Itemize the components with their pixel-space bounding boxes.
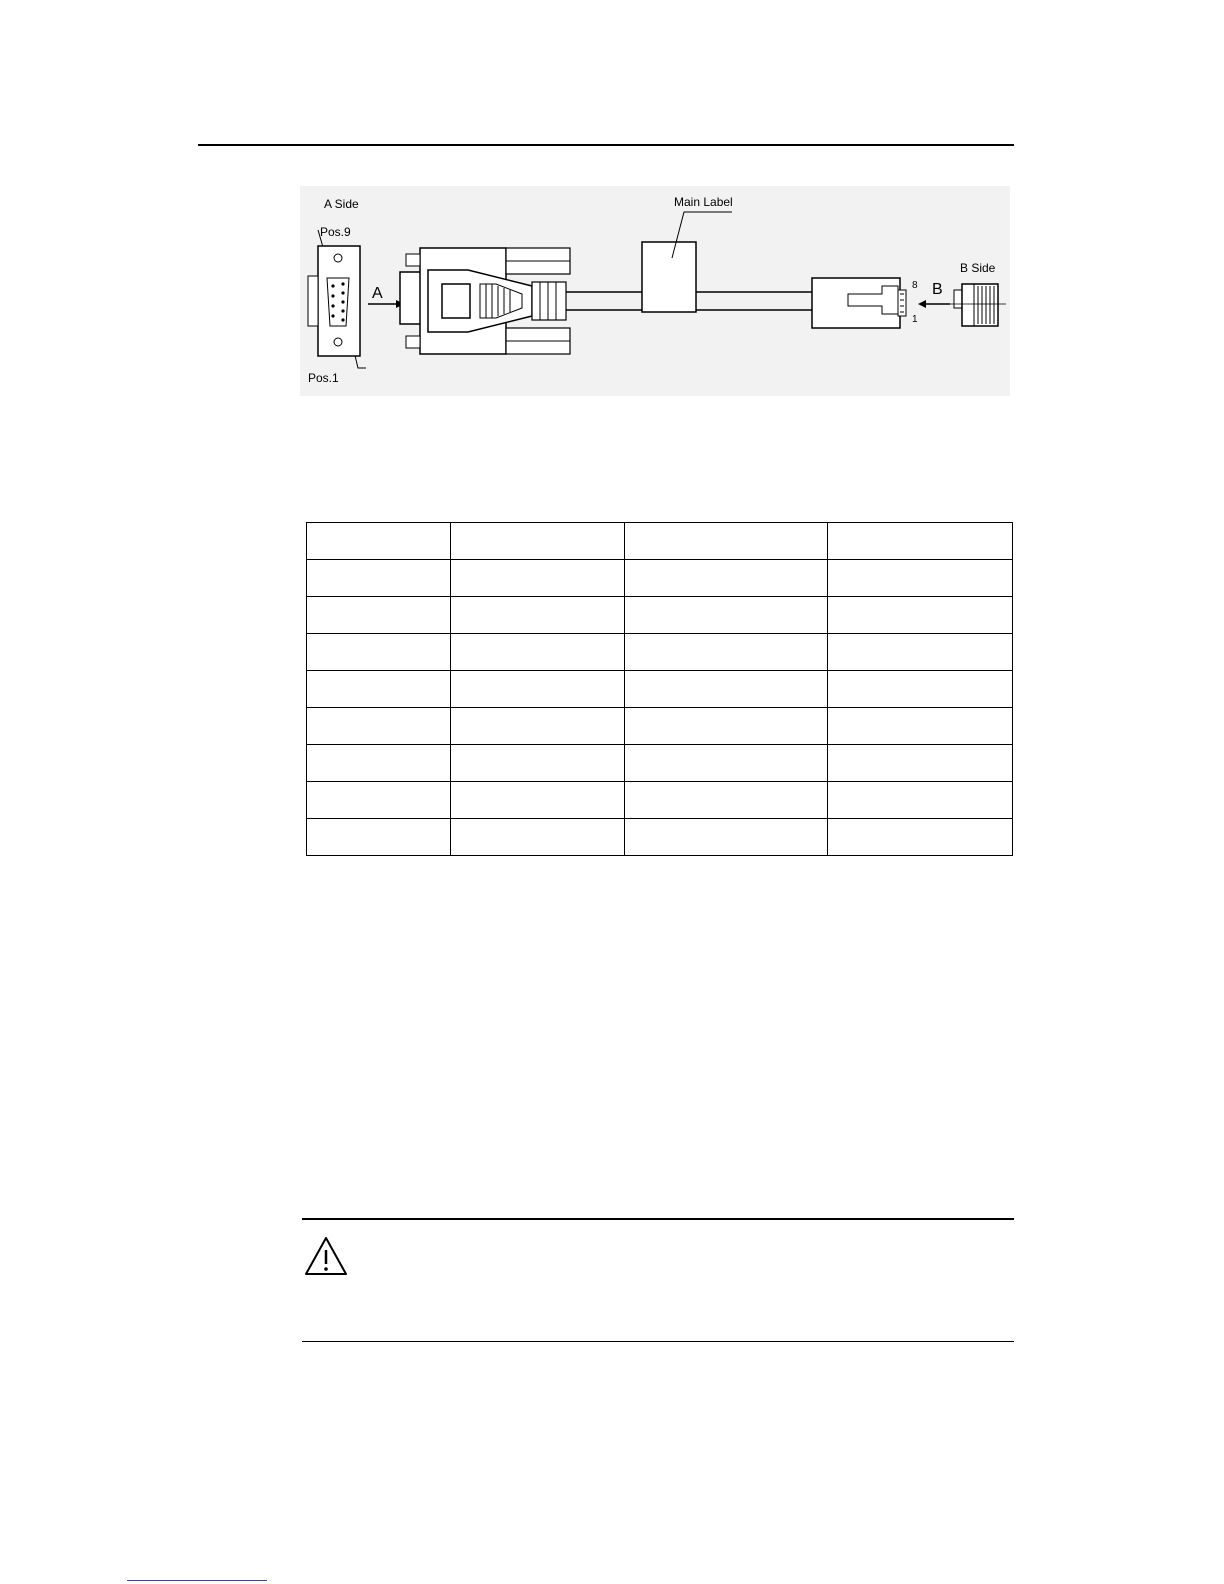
footer-link-underline <box>127 1580 267 1581</box>
table-cell <box>451 597 625 634</box>
pin1-label: 1 <box>912 314 918 325</box>
table-cell <box>451 708 625 745</box>
cable-diagram <box>300 186 1010 396</box>
table-cell <box>828 819 1013 856</box>
b-side-label: B Side <box>960 261 996 275</box>
table-row <box>307 819 1013 856</box>
pos1-label: Pos.1 <box>308 371 339 385</box>
table-cell <box>828 597 1013 634</box>
arrow-b-label: B <box>932 281 943 298</box>
table-cell <box>307 523 451 560</box>
table-cell <box>451 745 625 782</box>
table-cell <box>307 782 451 819</box>
table-cell <box>625 671 828 708</box>
table-cell <box>625 523 828 560</box>
table-cell <box>625 708 828 745</box>
pin-table <box>306 522 1013 856</box>
rj45-plug <box>812 278 906 328</box>
table-cell <box>625 782 828 819</box>
table-cell <box>828 782 1013 819</box>
table-cell <box>828 671 1013 708</box>
table-row <box>307 560 1013 597</box>
table-cell <box>451 634 625 671</box>
table-cell <box>828 560 1013 597</box>
db9-connector <box>400 248 570 354</box>
table-cell <box>451 819 625 856</box>
pin8-label: 8 <box>912 280 918 291</box>
table-row <box>307 782 1013 819</box>
table-cell <box>828 634 1013 671</box>
table-cell <box>451 560 625 597</box>
table-cell <box>307 745 451 782</box>
warning-triangle-icon <box>304 1236 348 1276</box>
table-cell <box>828 745 1013 782</box>
table-row <box>307 671 1013 708</box>
table-row <box>307 634 1013 671</box>
arrow-a-label: A <box>372 285 383 302</box>
caution-bottom-rule <box>302 1341 1014 1342</box>
table-cell <box>307 671 451 708</box>
table-cell <box>307 708 451 745</box>
table-row <box>307 745 1013 782</box>
header-rule <box>198 144 1014 146</box>
table-cell <box>828 708 1013 745</box>
table-cell <box>451 671 625 708</box>
caution-top-rule <box>302 1218 1014 1220</box>
table-cell <box>451 523 625 560</box>
table-row <box>307 597 1013 634</box>
table-cell <box>625 560 828 597</box>
table-cell <box>828 523 1013 560</box>
table-cell <box>625 819 828 856</box>
pos9-label: Pos.9 <box>320 225 351 239</box>
table-cell <box>307 597 451 634</box>
main-label-text: Main Label <box>674 195 733 209</box>
cable-figure <box>300 186 1010 396</box>
a-side-label: A Side <box>324 197 359 211</box>
table-cell <box>307 560 451 597</box>
table-row <box>307 708 1013 745</box>
table-cell <box>625 597 828 634</box>
table-cell <box>625 745 828 782</box>
table-cell <box>307 634 451 671</box>
table-cell <box>451 782 625 819</box>
table-cell <box>625 634 828 671</box>
main-label-sleeve <box>642 242 696 312</box>
table-row <box>307 523 1013 560</box>
table-cell <box>307 819 451 856</box>
